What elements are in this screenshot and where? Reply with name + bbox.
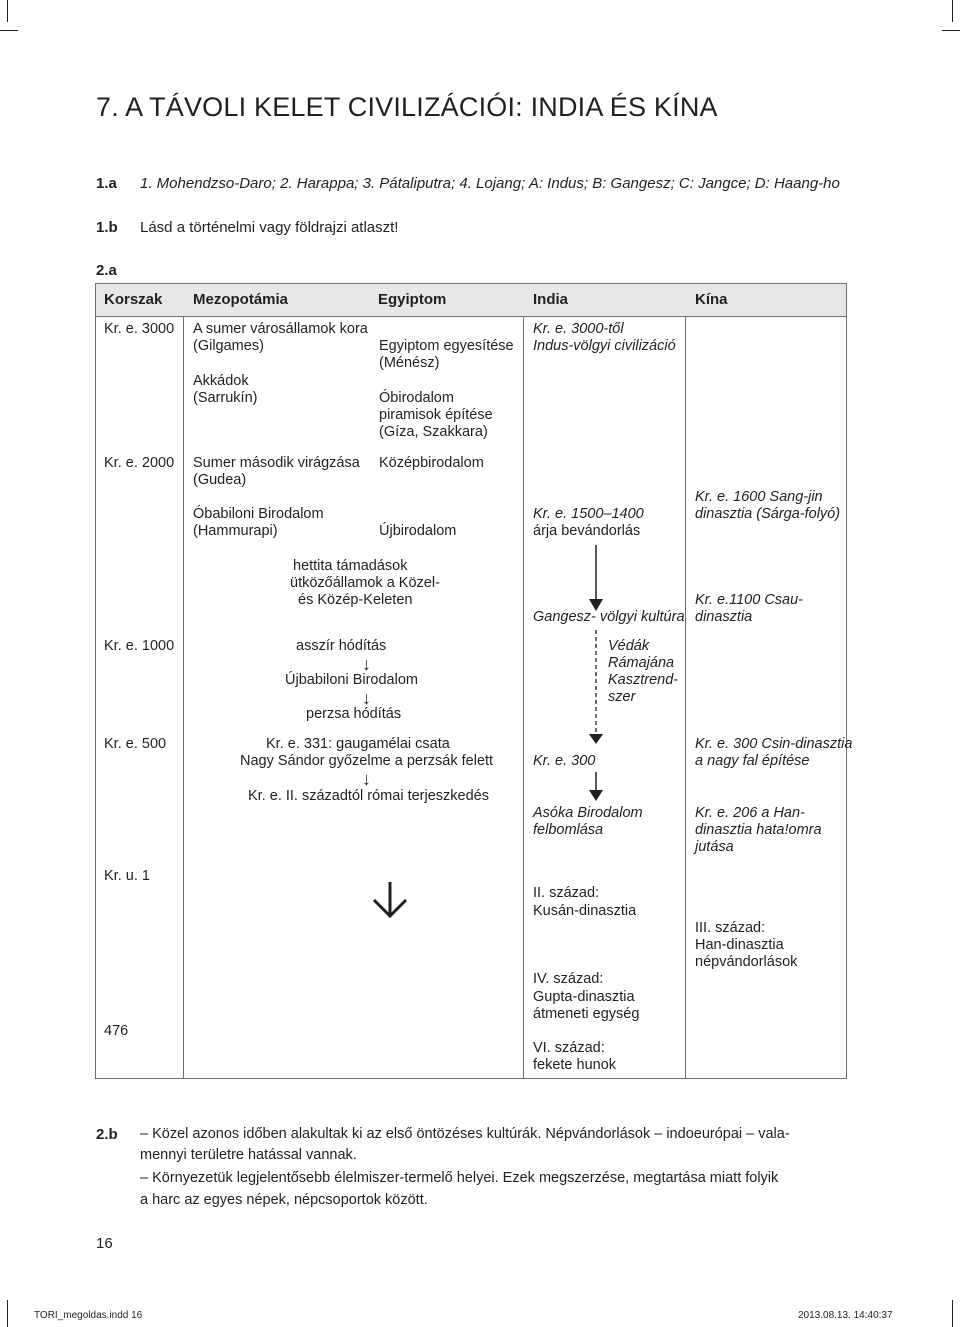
- india-entry: Asóka Birodalom: [533, 805, 643, 821]
- india-entry: Kr. e. 1500–1400: [533, 506, 644, 522]
- china-entry: Kr. e. 1600 Sang-jin: [695, 489, 823, 505]
- period-label: Kr. e. 1000: [104, 638, 175, 654]
- down-arrow-icon: ↓: [362, 688, 371, 708]
- india-entry: Indus-völgyi civilizáció: [533, 338, 676, 354]
- answer-2b-line: – Közel azonos időben alakultak ki az első öntözéses kultúrák. Népvándorlások – indoeurópai – vala-: [140, 1126, 790, 1142]
- crop-mark: [952, 1300, 953, 1327]
- meso-entry: (Gilgames): [193, 338, 264, 354]
- china-entry: Kr. e. 300 Csin-dinasztia: [695, 736, 853, 752]
- india-entry: felbomlása: [533, 822, 604, 838]
- span-event: hettita támadások: [293, 558, 408, 574]
- egypt-entry: (Gíza, Szakkara): [379, 424, 488, 440]
- crop-mark: [7, 1300, 8, 1327]
- china-entry: dinasztia: [695, 609, 753, 625]
- header-egyiptom: Egyiptom: [378, 291, 447, 308]
- china-entry: jutása: [695, 839, 734, 855]
- egypt-entry: (Ménész): [379, 355, 440, 371]
- china-entry: Han-dinasztia: [695, 937, 784, 953]
- page-title: 7. A TÁVOLI KELET CIVILIZÁCIÓI: INDIA ÉS KÍNA: [96, 92, 718, 122]
- egypt-entry: Újbirodalom: [379, 523, 457, 539]
- header-korszak: Korszak: [104, 291, 163, 308]
- period-label: Kr. e. 2000: [104, 455, 175, 471]
- meso-entry: Sumer második virágzása: [193, 455, 360, 471]
- egypt-entry: Egyiptom egyesítése: [379, 338, 514, 354]
- question-label-2a: 2.a: [96, 262, 117, 279]
- period-label: 476: [104, 1023, 129, 1039]
- period-label: Kr. e. 3000: [104, 321, 175, 337]
- india-entry: Rámajána: [608, 655, 675, 671]
- answer-2b-line: mennyi területre hatással vannak.: [140, 1147, 357, 1163]
- india-entry: Gupta-dinasztia: [533, 989, 635, 1005]
- timeline-arrow: [588, 630, 604, 750]
- header-mezopotamia: Mezopotámia: [193, 291, 289, 308]
- meso-entry: (Gudea): [193, 472, 247, 488]
- crop-mark: [0, 30, 18, 31]
- india-entry: VI. század:: [533, 1040, 605, 1056]
- footer-datetime: 2013.08.13. 14:40:37: [798, 1310, 893, 1321]
- india-entry: szer: [608, 689, 636, 705]
- question-label-2b: 2.b: [96, 1126, 118, 1143]
- china-entry: Kr. e.1100 Csau-: [695, 592, 803, 608]
- large-down-arrow-icon: [368, 880, 412, 920]
- timeline-arrow: [588, 772, 604, 804]
- period-label: Kr. u. 1: [104, 868, 150, 884]
- crop-mark: [952, 0, 953, 22]
- header-india: India: [533, 291, 569, 308]
- india-entry: árja bevándorlás: [533, 523, 641, 539]
- china-entry: dinasztia hata!omra: [695, 822, 822, 838]
- india-entry: Védák: [608, 638, 650, 654]
- column-divider: [685, 316, 686, 1078]
- span-event: Újbabiloni Birodalom: [285, 672, 418, 688]
- column-divider: [523, 316, 524, 1078]
- india-entry: fekete hunok: [533, 1057, 617, 1073]
- egypt-entry: piramisok építése: [379, 407, 493, 423]
- header-kina: Kína: [695, 291, 728, 308]
- crop-mark: [942, 30, 960, 31]
- span-event: perzsa hódítás: [306, 706, 402, 722]
- crop-mark: [7, 0, 8, 22]
- span-event: Nagy Sándor győzelme a perzsák felett: [240, 753, 494, 769]
- egypt-entry: Óbirodalom: [379, 390, 454, 406]
- span-event: asszír hódítás: [296, 638, 387, 654]
- china-entry: dinasztia (Sárga-folyó): [695, 506, 841, 522]
- question-label-1a: 1.a: [96, 175, 117, 192]
- india-entry: II. század:: [533, 885, 600, 901]
- meso-entry: Óbabiloni Birodalom: [193, 506, 324, 522]
- meso-entry: A sumer városállamok kora: [193, 321, 368, 337]
- india-entry: Gangesz- völgyi kultúra: [533, 609, 685, 625]
- span-event: és Közép-Keleten: [298, 592, 413, 608]
- answer-1b: Lásd a történelmi vagy földrajzi atlaszt!: [140, 219, 399, 236]
- down-arrow-icon: ↓: [362, 654, 371, 674]
- timeline-arrow: [588, 545, 604, 615]
- span-event: Kr. e. II. századtól római terjeszkedés: [248, 788, 489, 804]
- china-entry: Kr. e. 206 a Han-: [695, 805, 805, 821]
- page-number: 16: [96, 1235, 113, 1252]
- india-entry: Kusán-dinasztia: [533, 903, 637, 919]
- column-divider: [183, 316, 184, 1078]
- footer-filename: TORI_megoldas.indd 16: [34, 1310, 143, 1321]
- span-event: Kr. e. 331: gaugamélai csata: [266, 736, 450, 752]
- answer-2b-line: – Környezetük legjelentősebb élelmiszer-termelő helyei. Ezek megszerzése, megtartása miatt folyik: [140, 1170, 779, 1186]
- egypt-entry: Középbirodalom: [379, 455, 484, 471]
- china-entry: népvándorlások: [695, 954, 798, 970]
- span-event: ütközőállamok a Közel-: [290, 575, 440, 591]
- answer-1a: 1. Mohendzso-Daro; 2. Harappa; 3. Pátaliputra; 4. Lojang; A: Indus; B: Gangesz; C: Jangce; D: Haang-ho: [140, 175, 840, 192]
- meso-entry: (Hammurapi): [193, 523, 278, 539]
- question-label-1b: 1.b: [96, 219, 118, 236]
- down-arrow-icon: ↓: [362, 769, 371, 789]
- china-entry: III. század:: [695, 920, 766, 936]
- meso-entry: (Sarrukín): [193, 390, 258, 406]
- period-label: Kr. e. 500: [104, 736, 167, 752]
- china-entry: a nagy fal építése: [695, 753, 810, 769]
- india-entry: Kr. e. 3000-től: [533, 321, 624, 337]
- india-entry: Kr. e. 300: [533, 753, 596, 769]
- india-entry: Kasztrend-: [608, 672, 679, 688]
- answer-2b-line: a harc az egyes népek, népcsoportok között.: [140, 1192, 428, 1208]
- meso-entry: Akkádok: [193, 373, 249, 389]
- india-entry: átmeneti egység: [533, 1006, 640, 1022]
- india-entry: IV. század:: [533, 971, 604, 987]
